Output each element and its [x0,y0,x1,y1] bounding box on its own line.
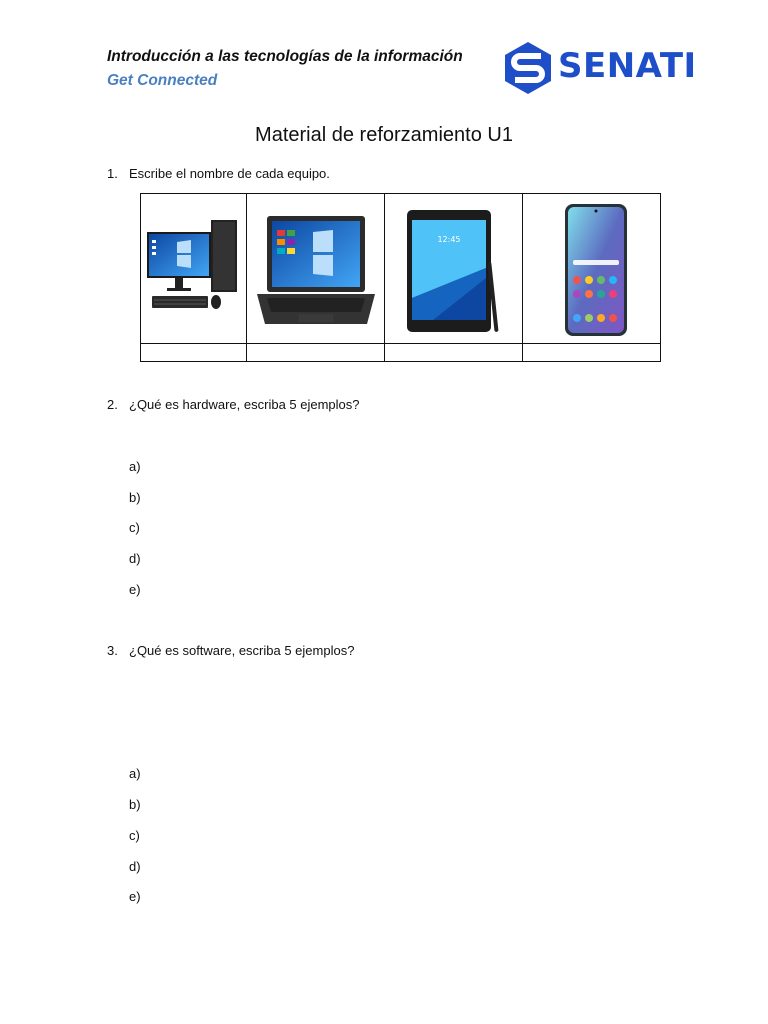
senati-logo [500,40,697,96]
smartphone-icon [555,202,645,338]
answer-option: e) [129,889,141,904]
question-number: 1. [107,166,118,181]
answer-option: b) [129,490,141,505]
question-3 [107,643,354,658]
laptop-icon [253,212,379,336]
tablet-icon [403,208,509,336]
answer-option: e) [129,582,141,597]
answer-option: d) [129,859,141,874]
senati-hexagon-icon [500,40,556,96]
header-subtitle: Get Connected [107,72,218,89]
question-text: Escribe el nombre de cada equipo. [129,166,330,181]
question-text: ¿Qué es hardware, escriba 5 ejemplos? [129,397,360,412]
document-title: Material de reforzamiento U1 [255,124,513,146]
device-table [140,193,661,362]
question-2 [107,397,360,412]
question-number: 2. [107,397,118,412]
header-title: Introducción a las tecnologías de la información [107,48,463,65]
answer-option: c) [129,828,140,843]
answer-option: d) [129,551,141,566]
question-1 [107,166,330,181]
desktop-computer-icon [147,216,243,316]
logo-text: SENATI [558,46,697,86]
answer-option: b) [129,797,141,812]
question-text: ¿Qué es software, escriba 5 ejemplos? [129,643,355,658]
answer-option: a) [129,459,141,474]
answer-option: a) [129,766,141,781]
question-number: 3. [107,643,118,658]
tablet-clock: 12:45 [437,235,461,244]
answer-option: c) [129,520,140,535]
table-row-divider [141,343,660,344]
